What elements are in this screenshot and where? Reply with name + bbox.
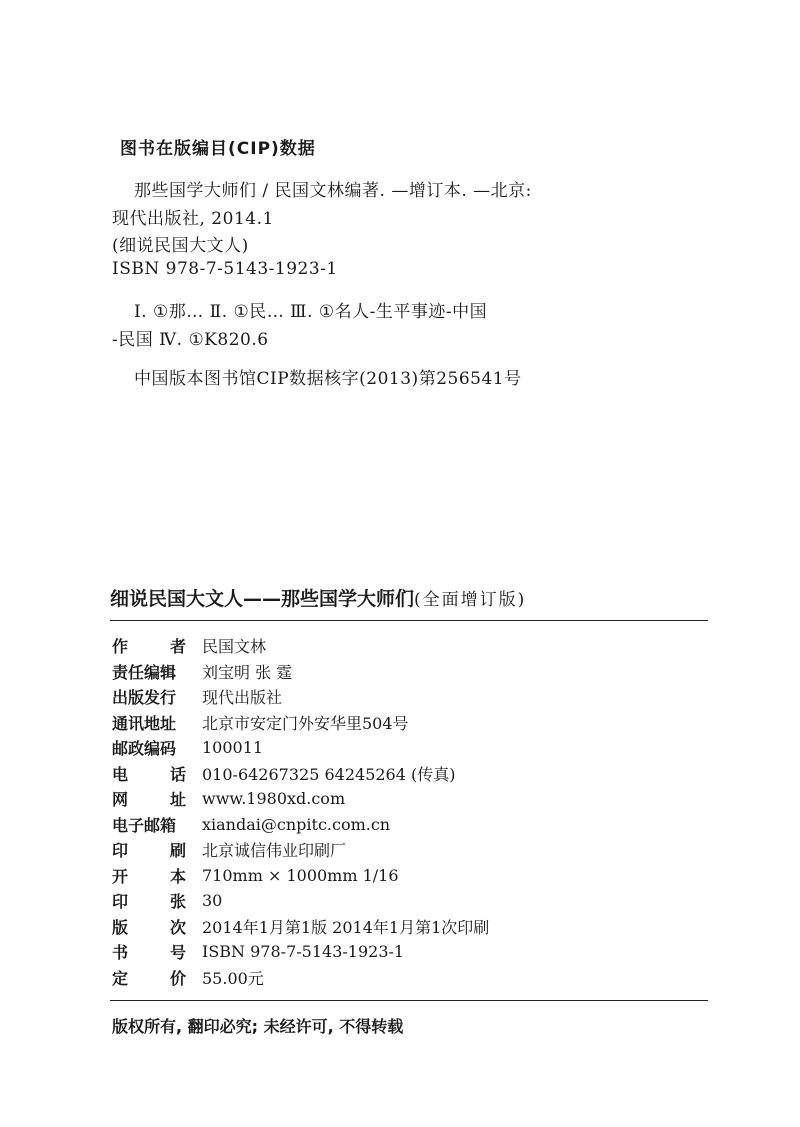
info-row bbox=[112, 965, 708, 991]
info-row bbox=[112, 863, 708, 889]
info-row bbox=[112, 786, 708, 812]
info-label bbox=[112, 787, 186, 810]
info-label-part: 印 bbox=[112, 841, 129, 861]
info-label-part: 价 bbox=[169, 968, 186, 988]
info-label-part: 电子邮箱 bbox=[112, 815, 177, 835]
info-value: 民国文林 bbox=[202, 637, 267, 657]
info-row bbox=[112, 684, 708, 710]
info-label bbox=[112, 634, 186, 657]
info-label-part: 责任编辑 bbox=[112, 662, 177, 682]
info-row bbox=[112, 837, 708, 863]
cip-line-2: 现代出版社, 2014.1 bbox=[112, 209, 274, 229]
cip-line-6: -民国 Ⅳ. ①K820.6 bbox=[112, 330, 269, 350]
info-label bbox=[112, 864, 186, 887]
top-rule bbox=[110, 620, 708, 621]
info-value: www.1980xd.com bbox=[202, 789, 346, 809]
info-label-part: 址 bbox=[169, 790, 186, 810]
info-row bbox=[112, 914, 708, 940]
info-label-part: 书 bbox=[112, 943, 129, 963]
info-label bbox=[112, 711, 186, 734]
info-row bbox=[112, 710, 708, 736]
info-label-part: 号 bbox=[169, 943, 186, 963]
info-row bbox=[112, 659, 708, 685]
bottom-rule bbox=[110, 1000, 708, 1001]
book-title bbox=[110, 584, 526, 611]
info-row bbox=[112, 761, 708, 787]
info-label-part: 话 bbox=[169, 764, 186, 784]
info-label bbox=[112, 966, 186, 989]
info-value: 010-64267325 64245264 (传真) bbox=[202, 764, 456, 784]
info-row bbox=[112, 939, 708, 965]
info-row bbox=[112, 888, 708, 914]
info-label bbox=[112, 889, 186, 912]
info-label-part: 作 bbox=[112, 637, 129, 657]
cip-line-1: 那些国学大师们 / 民国文林编著. —增订本. —北京: bbox=[134, 181, 532, 201]
info-value: 55.00元 bbox=[202, 968, 264, 988]
info-label bbox=[112, 685, 186, 708]
info-value: 2014年1月第1版 2014年1月第1次印刷 bbox=[202, 917, 490, 937]
info-value: 现代出版社 bbox=[202, 688, 283, 708]
cip-line-4: ISBN 978-7-5143-1923-1 bbox=[112, 259, 338, 279]
info-label-part: 张 bbox=[169, 892, 186, 912]
info-label bbox=[112, 736, 186, 759]
cip-line-5: Ⅰ. ①那… Ⅱ. ①民… Ⅲ. ①名人-生平事迹-中国 bbox=[134, 302, 488, 322]
info-value: 刘宝明 张 霆 bbox=[202, 662, 293, 682]
info-label-part: 本 bbox=[169, 866, 186, 886]
book-title-edition: (全面增订版) bbox=[414, 590, 527, 610]
info-label-part: 者 bbox=[169, 637, 186, 657]
info-label-part: 通讯地址 bbox=[112, 713, 177, 733]
cip-line-7: 中国版本图书馆CIP数据核字(2013)第256541号 bbox=[134, 369, 522, 389]
info-label bbox=[112, 660, 186, 683]
info-label bbox=[112, 838, 186, 861]
book-title-main: 细说民国大文人——那些国学大师们 bbox=[110, 588, 415, 610]
info-label bbox=[112, 762, 186, 785]
info-value: 100011 bbox=[202, 738, 264, 758]
rights-notice: 版权所有, 翻印必究; 未经许可, 不得转载 bbox=[112, 1017, 404, 1036]
info-value: ISBN 978-7-5143-1923-1 bbox=[202, 942, 405, 962]
info-label-part: 次 bbox=[169, 917, 186, 937]
info-value: 710mm × 1000mm 1/16 bbox=[202, 865, 399, 885]
info-label-part: 印 bbox=[112, 892, 129, 912]
info-label bbox=[112, 915, 186, 938]
info-label bbox=[112, 813, 186, 836]
info-label bbox=[112, 940, 186, 963]
publication-info-table bbox=[112, 633, 708, 990]
cip-title: 图书在版编目(CIP)数据 bbox=[120, 139, 316, 159]
info-label-part: 刷 bbox=[169, 841, 186, 861]
info-row bbox=[112, 735, 708, 761]
info-label-part: 电 bbox=[112, 764, 129, 784]
info-row bbox=[112, 812, 708, 838]
info-label-part: 定 bbox=[112, 968, 129, 988]
info-label-part: 网 bbox=[112, 790, 129, 810]
info-label-part: 开 bbox=[112, 866, 129, 886]
info-value: 北京市安定门外安华里504号 bbox=[202, 713, 409, 733]
cip-line-3: (细说民国大文人) bbox=[112, 236, 249, 256]
info-value: xiandai@cnpitc.com.cn bbox=[202, 814, 391, 834]
info-value: 北京诚信伟业印刷厂 bbox=[202, 841, 347, 861]
info-label-part: 版 bbox=[112, 917, 129, 937]
info-row bbox=[112, 633, 708, 659]
info-label-part: 邮政编码 bbox=[112, 739, 177, 759]
info-label-part: 出版发行 bbox=[112, 688, 177, 708]
info-value: 30 bbox=[202, 891, 223, 911]
